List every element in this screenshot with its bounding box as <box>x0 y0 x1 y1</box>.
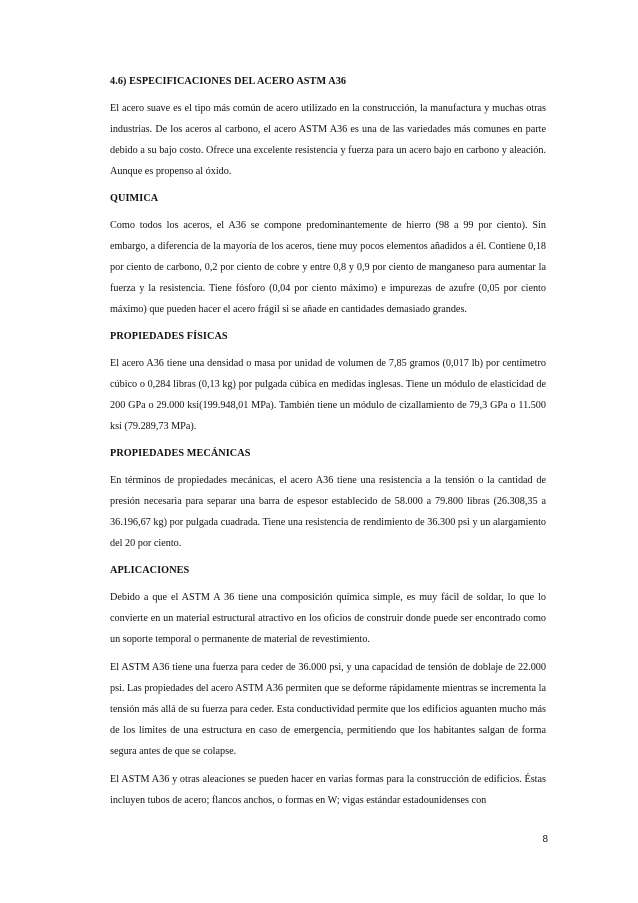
paragraph-aplicaciones-3: El ASTM A36 y otras aleaciones se pueden hacer en varias formas para la construcción de edificios. Éstas incluyen tubos de acero; flancos anchos, o formas en W; vigas estándar estadounidenses con <box>110 774 546 806</box>
page-content <box>110 72 546 818</box>
page-number: 8 <box>542 834 548 845</box>
heading-aplicaciones: APLICACIONES <box>110 565 190 576</box>
paragraph-propiedades-mecanicas: En términos de propiedades mecánicas, el acero A36 tiene una resistencia a la tensión o la cantidad de presión necesaria para separar una barra de espesor establecido de 58.000 a 79.800 libras (26.308,35 a 36.196,67 kg) por pulgada cuadrada. Tiene una resistencia de rendimiento de 36.300 psi y un alargamiento del 20 por ciento. <box>110 475 546 549</box>
heading-quimica: QUIMICA <box>110 193 159 204</box>
paragraph-quimica: Como todos los aceros, el A36 se compone predominantemente de hierro (98 a 99 por ciento). Sin embargo, a diferencia de la mayoría de los aceros, tiene muy pocos elementos añadidos a él. Contiene 0,18 por ciento de carbono, 0,2 por ciento de cobre y entre 0,8 y 0,9 por ciento de manganeso para aumentar la fuerza y la resistencia. Tiene fósforo (0,04 por ciento máximo) e impurezas de azufre (0,05 por ciento máximo) que pueden hacer el acero frágil si se añade en cantidades demasiado grandes. <box>110 220 546 315</box>
heading-propiedades-fisicas: PROPIEDADES FÍSICAS <box>110 331 228 342</box>
paragraph-propiedades-fisicas: El acero A36 tiene una densidad o masa por unidad de volumen de 7,85 gramos (0,017 lb) por centímetro cúbico o 0,284 libras (0,13 kg) por pulgada cúbica en medidas inglesas. Tiene un módulo de elasticidad de 200 GPa o 29.000 ksi(199.948,01 MPa). También tiene un módulo de cizallamiento de 79,3 GPa o 11.500 ksi (79.289,73 MPa). <box>110 358 546 432</box>
paragraph-aplicaciones-2: El ASTM A36 tiene una fuerza para ceder de 36.000 psi, y una capacidad de tensión de doblaje de 22.000 psi. Las propiedades del acero ASTM A36 permiten que se deforme rápidamente mientras se incrementa la tensión más allá de su fuerza para ceder. Esta conductividad permite que los edificios aguanten mucho más de los límites de una estructura en caso de emergencia, permitiendo que los habitantes salgan de forma segura antes de que se colapse. <box>110 662 546 757</box>
heading-propiedades-mecanicas: PROPIEDADES MECÁNICAS <box>110 448 251 459</box>
intro-paragraph: El acero suave es el tipo más común de acero utilizado en la construcción, la manufactura y muchas otras industrias. De los aceros al carbono, el acero ASTM A36 es una de las variedades más comunes en parte debido a su bajo costo. Ofrece una excelente resistencia y fuerza para un acero bajo en carbono y aleación. Aunque es propenso al óxido. <box>110 103 546 177</box>
paragraph-aplicaciones-1: Debido a que el ASTM A 36 tiene una composición química simple, es muy fácil de soldar, lo que lo convierte en un material estructural atractivo en los oficios de construir donde puede ser encontrado como un soporte temporal o permanente de material de revestimiento. <box>110 592 546 645</box>
section-title: 4.6) ESPECIFICACIONES DEL ACERO ASTM A36 <box>110 76 347 87</box>
